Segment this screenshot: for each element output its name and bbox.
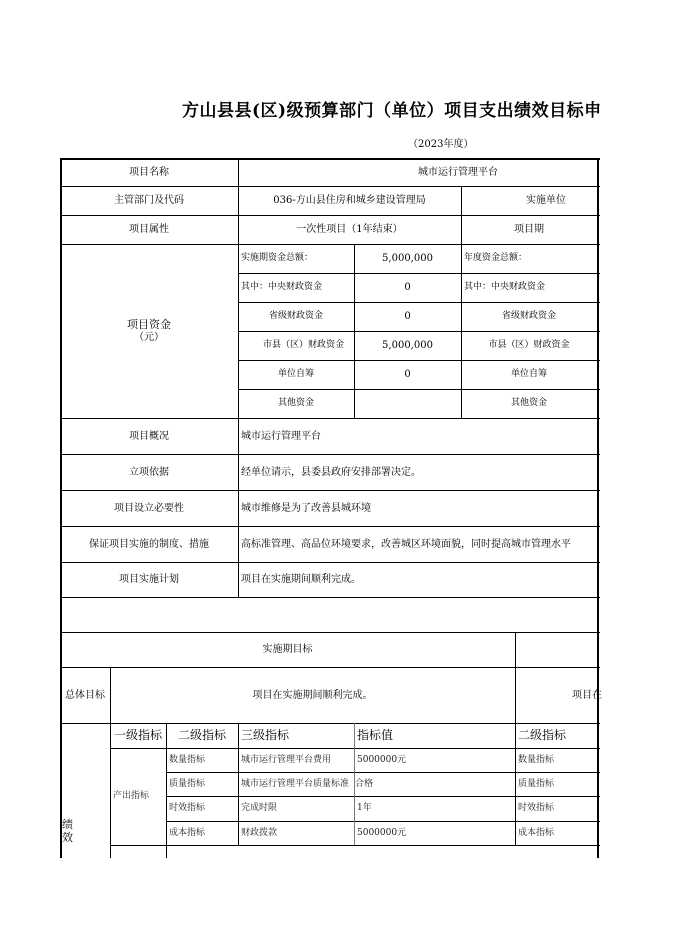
row-divider [60,597,600,598]
page-bottom-blank [0,858,598,936]
annual-central-label: 其中：中央财政资金 [464,282,546,292]
fund-self-label: 单位自筹 [277,369,314,379]
necessity-label: 项目设立必要性 [114,502,184,514]
indicator-header-level1: 一级指标 [113,728,162,742]
overall-goal-label: 总体目标 [65,689,105,701]
fund-province-label: 省级财政资金 [268,311,323,321]
annual-self-label: 单位自筹 [510,369,547,379]
annual-other-label: 其他资金 [510,398,547,408]
indicator-level2-annual: 时效指标 [518,803,555,813]
fiscal-year: （2023年度） [408,139,474,150]
performance-label: 绩效 [62,818,73,844]
funds-unit: （元） [134,332,164,343]
indicator-header-level3: 三级指标 [241,728,290,742]
fund-central-value: 0 [404,282,411,293]
fund-province-value: 0 [404,311,411,322]
fund-total-value: 5,000,000 [382,253,433,264]
indicator-level3: 财政拨款 [241,827,278,838]
indicator-level1-output: 产出指标 [113,791,150,801]
indicator-header-value: 指标值 [357,728,394,742]
indicator-level2: 数量指标 [169,754,206,765]
dept-label: 主管部门及代码 [114,195,184,206]
overall-goal-value: 项目在实施期间顺利完成。 [252,689,373,701]
indicator-level2-annual: 成本指标 [518,827,555,838]
fund-other-label: 其他资金 [277,398,314,408]
row-divider [110,845,600,846]
indicator-value: 5000000元 [357,827,407,838]
indicator-level2: 时效指标 [169,803,206,813]
dept-value: 036-方山县住房和城乡建设管理局 [273,195,426,206]
fund-other-value [354,389,461,418]
measures-label: 保证项目实施的制度、措施 [89,538,209,550]
fund-city-label: 市县（区）财政资金 [263,340,345,350]
indicator-level2-annual: 数量指标 [518,754,555,765]
annual-goal-value: 项目在 [572,689,602,701]
funds-label-text: 项目资金 [127,318,171,331]
fund-total-label: 实施期资金总额： [241,253,314,263]
measures-value: 高标准管理、高品位环境要求，改善城区环境面貌，同时提高城市管理水平 [241,538,571,550]
annual-city-label: 市县（区）财政资金 [488,340,570,350]
project-name-value: 城市运行管理平台 [418,166,498,178]
indicator-level2: 成本指标 [169,827,206,838]
basis-value: 经单位请示，县委县政府安排部署决定。 [241,466,421,478]
plan-label: 项目实施计划 [119,574,179,585]
indicator-level3: 城市运行管理平台费用 [241,754,332,765]
annual-province-label: 省级财政资金 [501,311,556,321]
page-title: 方山县县(区)级预算部门（单位）项目支出绩效目标申 [182,101,602,121]
indicator-level3: 完成时限 [241,803,278,813]
indicator-value: 合格 [355,778,374,789]
overview-label: 项目概况 [129,430,169,442]
indicator-level2-annual: 质量指标 [518,778,555,789]
indicator-value: 1年 [357,803,372,813]
annual-total-label: 年度资金总额： [464,253,528,263]
project-name-label: 项目名称 [129,166,169,178]
indicator-value: 5000000元 [357,754,407,765]
indicator-header-level2: 二级指标 [177,728,226,742]
fund-central-label: 其中：中央财政资金 [241,282,323,292]
funds-label [60,244,238,418]
indicator-level2: 质量指标 [169,778,206,789]
plan-value: 项目在实施期间顺利完成。 [241,574,361,585]
project-period-label: 项目期 [514,224,544,235]
project-attr-label: 项目属性 [129,224,169,235]
indicator-header-level2-annual: 二级指标 [518,728,567,742]
overview-value: 城市运行管理平台 [241,430,321,442]
indicator-level3: 城市运行管理平台质量标准 [241,778,350,789]
impl-unit-label: 实施单位 [526,195,566,206]
project-attr-value: 一次性项目（1年结束） [296,224,403,235]
necessity-value: 城市维修是为了改善县城环境 [241,502,371,514]
fund-city-value: 5,000,000 [382,340,433,351]
fund-self-value: 0 [404,369,411,380]
basis-label: 立项依据 [129,466,169,478]
period-goal-label: 实施期目标 [262,644,313,655]
